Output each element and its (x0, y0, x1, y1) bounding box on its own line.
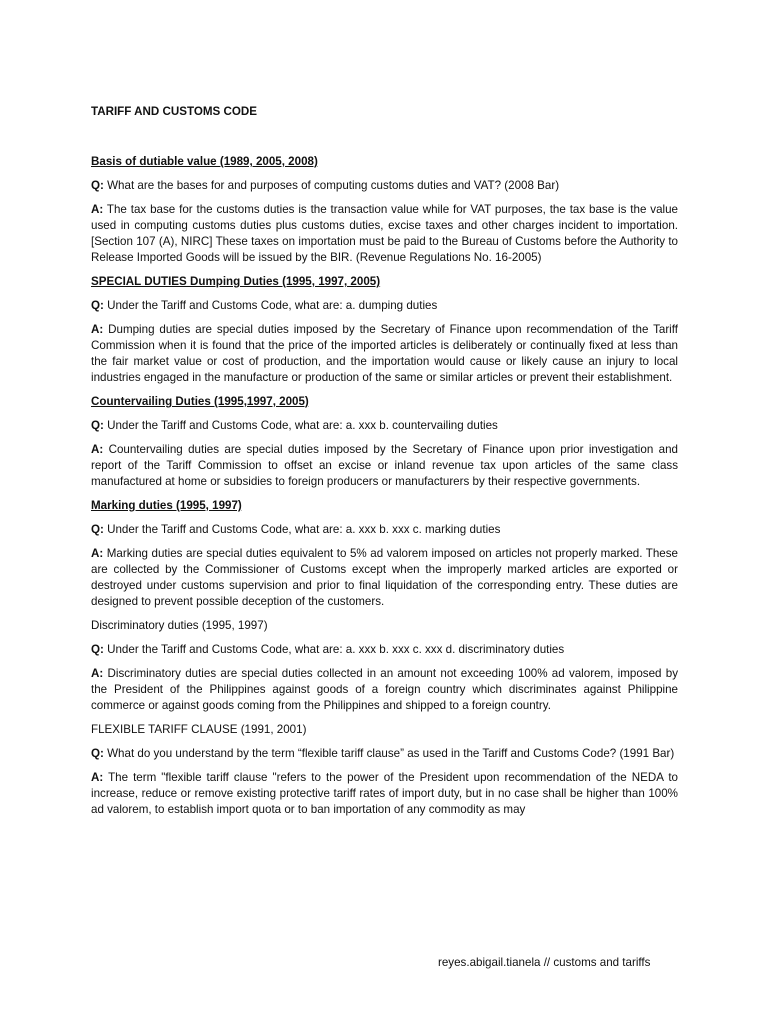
answer-label: A: (91, 771, 104, 784)
answer-paragraph (91, 322, 678, 386)
answer-paragraph (91, 770, 678, 818)
answer-text: Countervailing duties are special duties imposed by the Secretary of Finance upon prior investigation and report of the Tariff Commission to offset an excise or inland revenue tax upon articles of the same class manufactured at home or subsidies to foreign producers or manufacturers by their respective governments. (91, 443, 678, 488)
question-paragraph (91, 178, 678, 194)
question-paragraph (91, 522, 678, 538)
answer-paragraph (91, 202, 678, 266)
question-text: Under the Tariff and Customs Code, what are: a. xxx b. countervailing duties (103, 419, 498, 432)
question-paragraph (91, 746, 678, 762)
answer-label: A: (91, 443, 104, 456)
question-text: What do you understand by the term “flexible tariff clause” as used in the Tariff and Customs Code? (1991 Bar) (103, 747, 675, 760)
question-label: Q: (91, 179, 104, 192)
answer-paragraph (91, 666, 678, 714)
section-heading-dumping-duties: SPECIAL DUTIES Dumping Duties (1995, 1997, 2005) (91, 275, 381, 288)
question-paragraph (91, 642, 678, 658)
answer-text: Discriminatory duties are special duties collected in an amount not exceeding 100% ad valorem, imposed by the President of the Philippines against goods of a foreign country which discriminates against Philippine commerce or against goods coming from the Philippines and shipped to a foreign country. (91, 667, 678, 712)
question-label: Q: (91, 643, 104, 656)
question-paragraph (91, 298, 678, 314)
question-text: Under the Tariff and Customs Code, what are: a. xxx b. xxx c. marking duties (103, 523, 501, 536)
answer-text: Dumping duties are special duties imposed by the Secretary of Finance upon recommendation of the Tariff Commission when it is found that the price of the imported articles is deliberately or continually fixed at less than the fair market value or cost of production, and the importation would cause or likely cause an injury to local industries engaged in the manufacture or production of the same or similar articles or prevent their establishment. (91, 323, 678, 384)
question-paragraph (91, 418, 678, 434)
answer-label: A: (91, 323, 104, 336)
section-heading-discriminatory-duties: Discriminatory duties (1995, 1997) (91, 619, 268, 632)
answer-text: The tax base for the customs duties is the transaction value while for VAT purposes, the tax base is the value used in computing customs duties plus customs duties, excise taxes and other charges incident to importation. [Section 107 (A), NIRC] These taxes on importation must be paid to the Bureau of Customs before the Authority to Release Imported Goods will be issued by the BIR. (Revenue Regulations No. 16-2005) (91, 203, 678, 264)
answer-text: Marking duties are special duties equivalent to 5% ad valorem imposed on articles not properly marked. These are collected by the Commissioner of Customs except when the improperly marked articles are exported or destroyed under customs supervision and prior to final liquidation of the corresponding entry. These duties are designed to prevent possible deception of the customers. (91, 547, 678, 608)
answer-label: A: (91, 547, 104, 560)
question-text: Under the Tariff and Customs Code, what are: a. dumping duties (103, 299, 438, 312)
question-text: Under the Tariff and Customs Code, what are: a. xxx b. xxx c. xxx d. discriminatory duties (103, 643, 565, 656)
page-footer: reyes.abigail.tianela // customs and tariffs (438, 956, 651, 969)
answer-paragraph (91, 546, 678, 610)
question-label: Q: (91, 523, 104, 536)
question-label: Q: (91, 419, 104, 432)
section-heading-countervailing-duties: Countervailing Duties (1995,1997, 2005) (91, 395, 309, 408)
answer-paragraph (91, 442, 678, 490)
answer-label: A: (91, 667, 104, 680)
document-title: TARIFF AND CUSTOMS CODE (91, 105, 257, 118)
question-label: Q: (91, 747, 104, 760)
section-heading-flexible-tariff-clause: FLEXIBLE TARIFF CLAUSE (1991, 2001) (91, 723, 307, 736)
answer-label: A: (91, 203, 104, 216)
section-heading-basis-of-dutiable-value: Basis of dutiable value (1989, 2005, 2008) (91, 155, 318, 168)
section-heading-marking-duties: Marking duties (1995, 1997) (91, 499, 242, 512)
question-text: What are the bases for and purposes of computing customs duties and VAT? (2008 Bar) (103, 179, 560, 192)
question-label: Q: (91, 299, 104, 312)
document-page (91, 104, 678, 826)
answer-text: The term "flexible tariff clause "refers to the power of the President upon recommendation of the NEDA to increase, reduce or remove existing protective tariff rates of import duty, but in no case shall be higher than 100% ad valorem, to establish import quota or to ban importation of any commodity as may (91, 771, 678, 816)
